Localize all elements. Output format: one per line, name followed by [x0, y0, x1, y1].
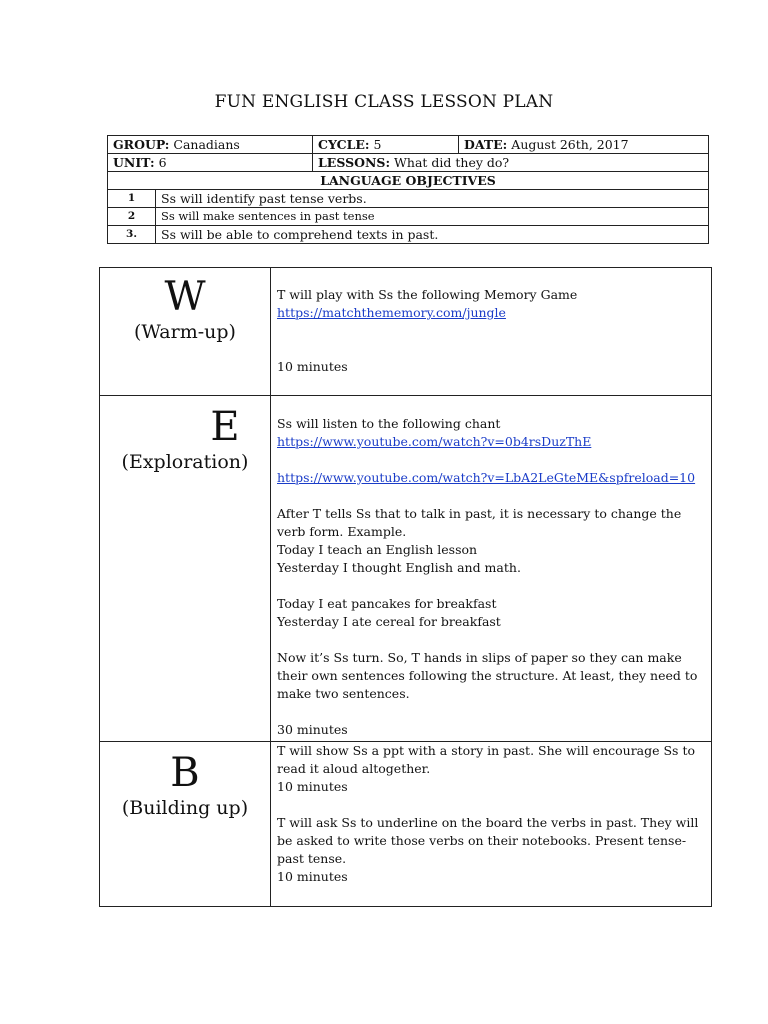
warmup-line: T will play with Ss the following Memory Game	[277, 287, 578, 302]
building-letter-cell	[100, 742, 271, 907]
exploration-content-cell	[271, 396, 712, 742]
chant-link-2[interactable]: https://www.youtube.com/watch?v=LbA2LeGteME&spfreload=10	[277, 470, 696, 485]
group-label: GROUP:	[113, 137, 170, 152]
page-title: FUN ENGLISH CLASS LESSON PLAN	[214, 92, 554, 112]
warmup-name: (Warm-up)	[134, 321, 236, 343]
date-label: DATE:	[464, 137, 508, 152]
building-name: (Building up)	[121, 797, 249, 819]
building-text: read it aloud altogether.	[277, 761, 431, 776]
group-value: Canadians	[173, 137, 240, 152]
lessons-label: LESSONS:	[318, 155, 391, 170]
exploration-text: make two sentences.	[277, 686, 410, 701]
web-plan-table	[99, 267, 712, 907]
objective-row	[108, 208, 709, 226]
objectives-heading-row	[108, 172, 709, 190]
header-row-1	[108, 136, 709, 154]
objective-text: Ss will make sentences in past tense	[156, 208, 709, 226]
exploration-line: Ss will listen to the following chant	[277, 416, 501, 431]
chant-link-1[interactable]: https://www.youtube.com/watch?v=0b4rsDuzThE	[277, 434, 592, 449]
exploration-text: their own sentences following the structure. At least, they need to	[277, 668, 698, 683]
cycle-cell	[313, 136, 459, 154]
cycle-label: CYCLE:	[318, 137, 370, 152]
cycle-value: 5	[373, 137, 382, 152]
warmup-time: 10 minutes	[277, 359, 348, 374]
exploration-text: Today I teach an English lesson	[277, 542, 478, 557]
exploration-letter-cell	[100, 396, 271, 742]
lessons-cell	[313, 154, 709, 172]
objective-row	[108, 190, 709, 208]
exploration-text: Now it’s Ss turn. So, T hands in slips of paper so they can make	[277, 650, 682, 665]
warmup-content-cell	[271, 268, 712, 396]
exploration-text: Today I eat pancakes for breakfast	[277, 596, 497, 611]
objective-text: Ss will be able to comprehend texts in past.	[156, 226, 709, 244]
objective-text: Ss will identify past tense verbs.	[156, 190, 709, 208]
objective-row	[108, 226, 709, 244]
objective-number: 3.	[108, 226, 156, 244]
building-text: past tense.	[277, 851, 347, 866]
lesson-header-table	[107, 135, 709, 244]
exploration-time: 30 minutes	[277, 722, 348, 737]
exploration-row	[100, 396, 712, 742]
warmup-letter-cell	[100, 268, 271, 396]
building-time: 10 minutes	[277, 779, 348, 794]
lessons-value: What did they do?	[394, 155, 510, 170]
building-text: T will show Ss a ppt with a story in past. She will encourage Ss to	[277, 743, 695, 758]
objective-number: 1	[108, 190, 156, 208]
exploration-text: verb form. Example.	[277, 524, 407, 539]
memory-game-link[interactable]: https://matchthememory.com/jungle	[277, 305, 506, 320]
building-content-cell	[271, 742, 712, 907]
building-letter: B	[170, 750, 200, 796]
exploration-letter: E	[210, 404, 240, 450]
exploration-text: After T tells Ss that to talk in past, it is necessary to change the	[277, 506, 682, 521]
building-row	[100, 742, 712, 907]
objectives-heading: LANGUAGE OBJECTIVES	[108, 172, 709, 190]
warmup-letter: W	[164, 274, 206, 320]
exploration-name: (Exploration)	[121, 451, 249, 473]
header-row-2	[108, 154, 709, 172]
building-text: T will ask Ss to underline on the board the verbs in past. They will	[277, 815, 699, 830]
building-text: be asked to write those verbs on their notebooks. Present tense-	[277, 833, 687, 848]
exploration-text: Yesterday I thought English and math.	[277, 560, 521, 575]
objective-number: 2	[108, 208, 156, 226]
group-cell	[108, 136, 313, 154]
date-value: August 26th, 2017	[511, 137, 629, 152]
unit-label: UNIT:	[113, 155, 155, 170]
exploration-text: Yesterday I ate cereal for breakfast	[277, 614, 501, 629]
date-cell	[459, 136, 709, 154]
unit-cell	[108, 154, 313, 172]
warmup-row	[100, 268, 712, 396]
building-time: 10 minutes	[277, 869, 348, 884]
unit-value: 6	[158, 155, 167, 170]
